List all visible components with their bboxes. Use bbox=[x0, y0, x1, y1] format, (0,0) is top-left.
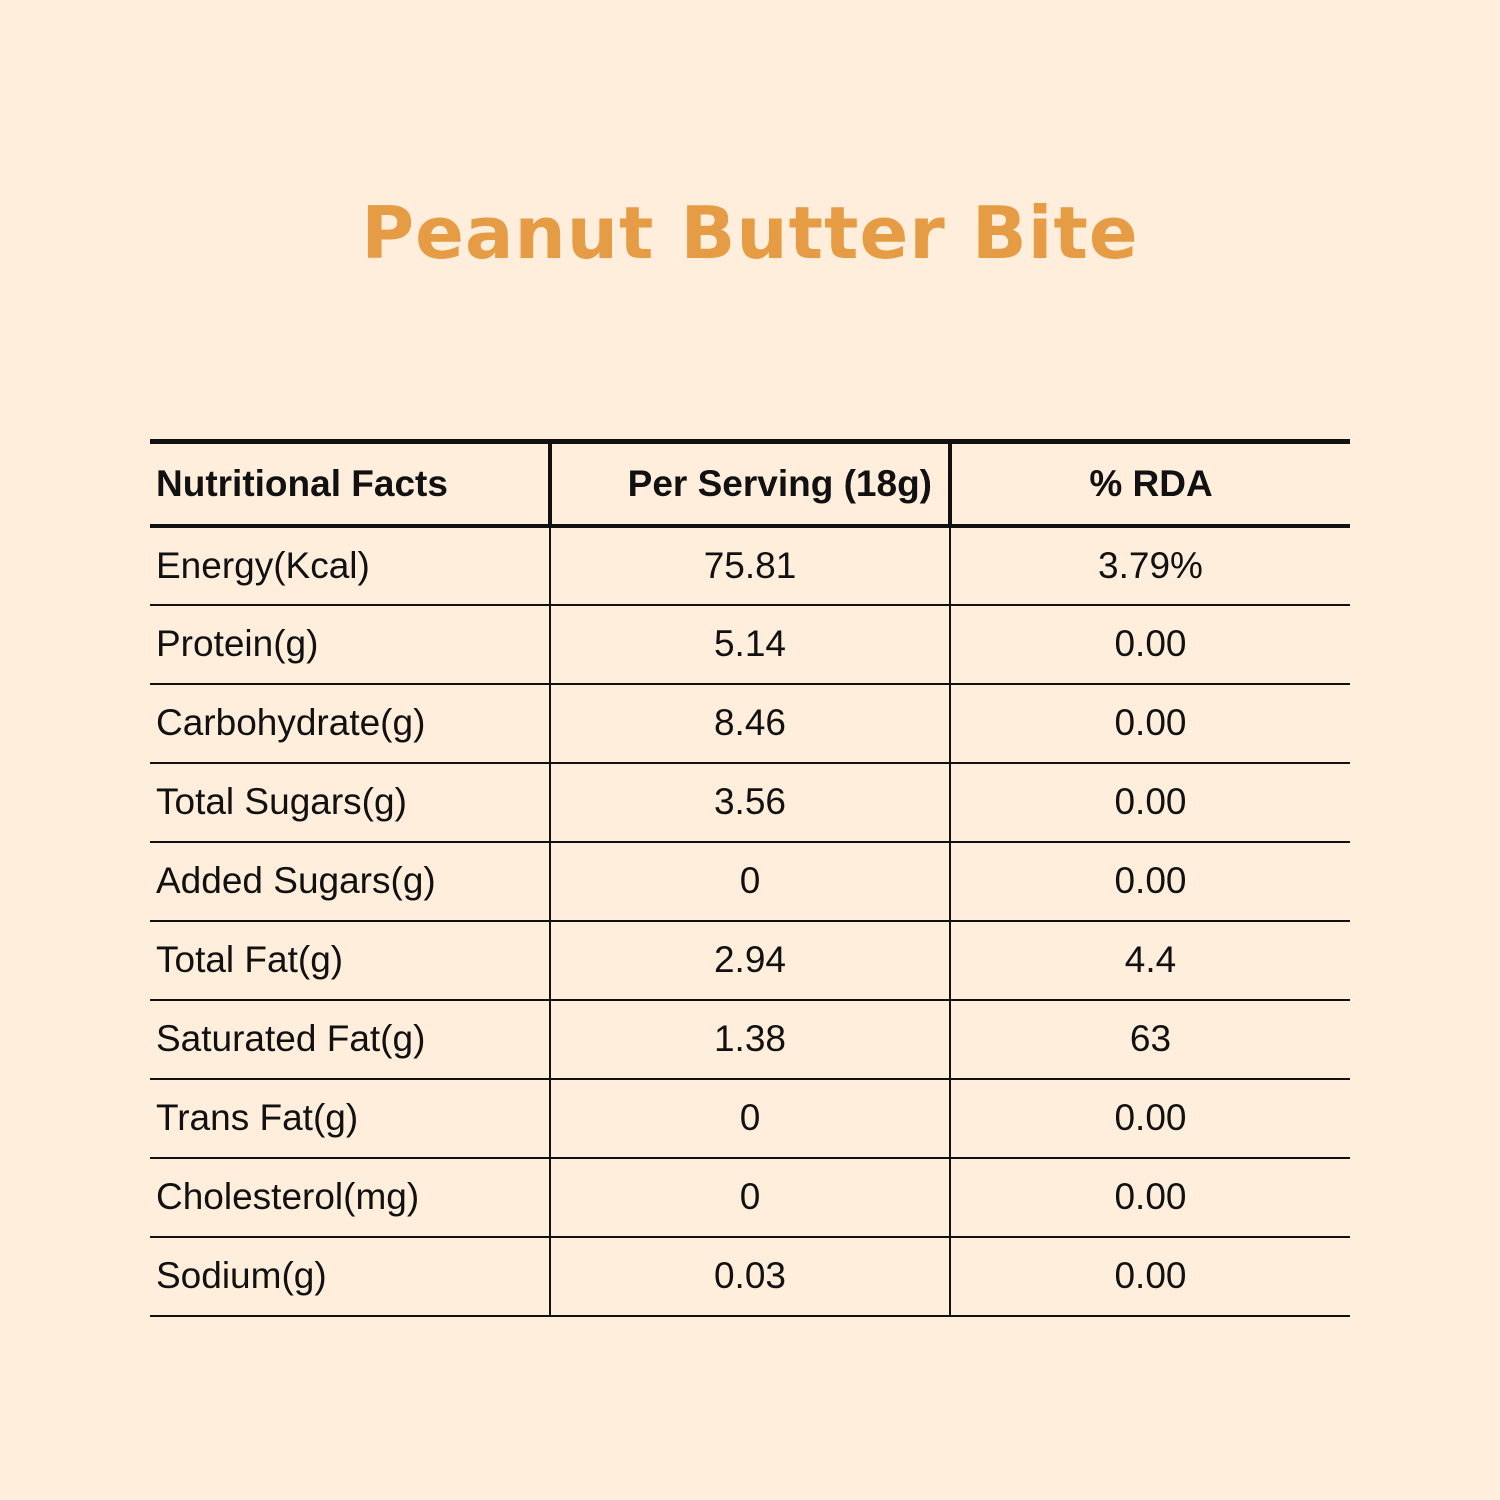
table-row bbox=[150, 684, 1350, 763]
table-row bbox=[150, 842, 1350, 921]
table-row bbox=[150, 526, 1350, 605]
rda-value: 0.00 bbox=[950, 1237, 1350, 1316]
rda-value: 0.00 bbox=[950, 763, 1350, 842]
per-serving-value: 75.81 bbox=[550, 526, 950, 605]
rda-value: 0.00 bbox=[950, 605, 1350, 684]
rda-value: 0.00 bbox=[950, 842, 1350, 921]
nutrient-name: Saturated Fat(g) bbox=[150, 1000, 550, 1079]
nutrient-name: Protein(g) bbox=[150, 605, 550, 684]
header-nutrient: Nutritional Facts bbox=[150, 442, 550, 526]
per-serving-value: 0.03 bbox=[550, 1237, 950, 1316]
rda-value: 0.00 bbox=[950, 1158, 1350, 1237]
per-serving-value: 0 bbox=[550, 1158, 950, 1237]
rda-value: 0.00 bbox=[950, 1079, 1350, 1158]
header-row bbox=[150, 442, 1350, 526]
per-serving-value: 0 bbox=[550, 842, 950, 921]
nutrient-name: Total Sugars(g) bbox=[150, 763, 550, 842]
per-serving-value: 1.38 bbox=[550, 1000, 950, 1079]
table-row bbox=[150, 763, 1350, 842]
page-title bbox=[0, 188, 1500, 278]
table-row bbox=[150, 1000, 1350, 1079]
nutrient-name: Trans Fat(g) bbox=[150, 1079, 550, 1158]
nutrient-name: Carbohydrate(g) bbox=[150, 684, 550, 763]
nutrient-name: Added Sugars(g) bbox=[150, 842, 550, 921]
per-serving-value: 3.56 bbox=[550, 763, 950, 842]
header-per-serving: Per Serving (18g) bbox=[550, 442, 950, 526]
rda-value: 0.00 bbox=[950, 684, 1350, 763]
table-row bbox=[150, 605, 1350, 684]
nutrient-name: Total Fat(g) bbox=[150, 921, 550, 1000]
header-rda: % RDA bbox=[950, 442, 1350, 526]
nutrient-name: Sodium(g) bbox=[150, 1237, 550, 1316]
rda-value: 3.79% bbox=[950, 526, 1350, 605]
rda-value: 4.4 bbox=[950, 921, 1350, 1000]
per-serving-value: 2.94 bbox=[550, 921, 950, 1000]
table-body bbox=[150, 526, 1350, 1316]
per-serving-value: 8.46 bbox=[550, 684, 950, 763]
table-row bbox=[150, 1079, 1350, 1158]
table-row bbox=[150, 1158, 1350, 1237]
per-serving-value: 0 bbox=[550, 1079, 950, 1158]
table-row bbox=[150, 921, 1350, 1000]
per-serving-value: 5.14 bbox=[550, 605, 950, 684]
nutrient-name: Energy(Kcal) bbox=[150, 526, 550, 605]
rda-value: 63 bbox=[950, 1000, 1350, 1079]
table-header bbox=[150, 442, 1350, 526]
title-text: Peanut Butter Bite bbox=[361, 191, 1139, 275]
table-row bbox=[150, 1237, 1350, 1316]
nutrient-name: Cholesterol(mg) bbox=[150, 1158, 550, 1237]
nutrition-table bbox=[150, 439, 1350, 1317]
